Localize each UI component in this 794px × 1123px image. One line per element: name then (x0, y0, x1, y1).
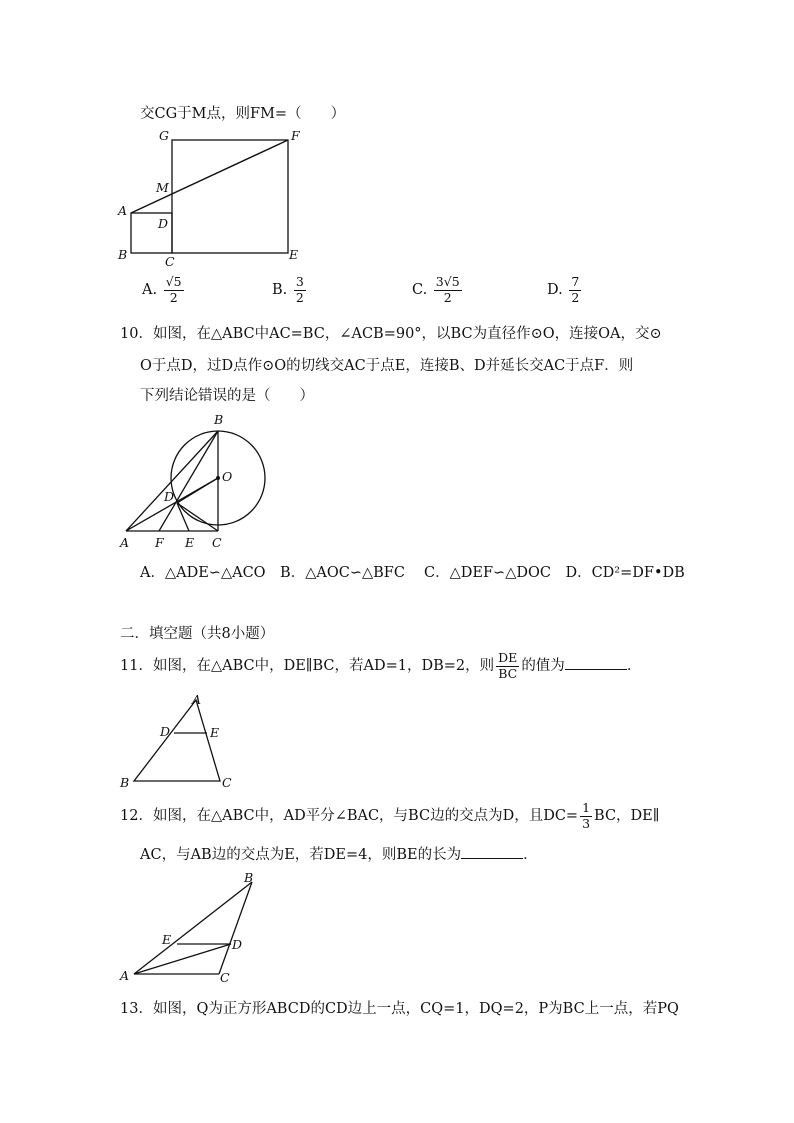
answer-blank (565, 655, 627, 670)
q10-label-A: A (120, 535, 130, 550)
q13-stem: 13．如图，Q为正方形ABCD的CD边上一点，CQ=1，DQ=2，P为BC上一点，若PQ (120, 1001, 679, 1017)
q12-label-A: A (120, 968, 130, 983)
q11-label-D: D (160, 724, 171, 739)
q10-line2: O于点D，过D点作⊙O的切线交AC于点E，连接B、D并延长交AC于点F．则 (140, 358, 634, 374)
q10-figure (114, 408, 274, 553)
q9-option-d: D. $\frac{7}{2}$ (547, 274, 580, 305)
q9-option-b: B. $\frac{3}{2}$ (272, 274, 304, 305)
q12-stem-line2: AC，与AB边的交点为E，若DE=4，则BE的长为 ． (140, 843, 538, 864)
q10-label-D: D (164, 489, 175, 504)
q9-option-c: C. $\frac{3√5}{2}$ (412, 274, 460, 305)
q9-label-C: C (165, 254, 175, 269)
q12-label-E: E (162, 932, 172, 947)
q10-label-O: O (222, 469, 233, 484)
q9-label-D: D (158, 216, 169, 231)
q11-label-A: A (192, 692, 202, 707)
q9-figure (112, 124, 312, 269)
q12-label-B: B (244, 870, 254, 885)
q11-label-E: E (210, 725, 220, 740)
q11-figure (114, 690, 244, 792)
q12-stem-line1: 12．如图，在△ABC中，AD平分∠BAC，与BC边的交点为D，且DC= $\frac{1}{3}$ BC，DE∥ (120, 800, 660, 831)
section-title: 二．填空题（共8小题） (120, 626, 275, 642)
q12-figure (114, 868, 274, 986)
q10-label-F: F (155, 535, 164, 550)
answer-blank (461, 844, 523, 859)
q10-options: A．△ADE∽△ACO B．△AOC∽△BFC C．△DEF∽△DOC D．CD²=DF•DB (140, 565, 685, 581)
q12-label-D: D (232, 937, 243, 952)
q9-label-F: F (291, 128, 300, 143)
q10-label-E: E (185, 535, 195, 550)
q11-label-C: C (222, 775, 232, 790)
q10-line1: 10．如图，在△ABC中AC=BC，∠ACB=90°，以BC为直径作⊙O，连接OA，交⊙ (120, 326, 662, 342)
q9-option-a: A. $\frac{√5}{2}$ (142, 274, 182, 305)
q9-label-B: B (118, 247, 128, 262)
q9-label-M: M (156, 180, 169, 195)
q9-label-A: A (118, 203, 128, 218)
q11-stem: 11．如图，在△ABC中，DE∥BC，若AD=1，DB=2，则 $\frac{DE}{BC}$ 的值为 ． (120, 650, 642, 681)
q9-label-E: E (289, 247, 299, 262)
q10-label-B: B (214, 412, 224, 427)
q9-stem-tail: 交CG于M点，则FM=（ ） (140, 106, 346, 122)
q9-label-G: G (159, 128, 169, 143)
q10-line3: 下列结论错误的是（ ） (140, 388, 314, 404)
q10-label-C: C (212, 535, 222, 550)
q12-label-C: C (220, 970, 230, 985)
q11-label-B: B (120, 775, 130, 790)
